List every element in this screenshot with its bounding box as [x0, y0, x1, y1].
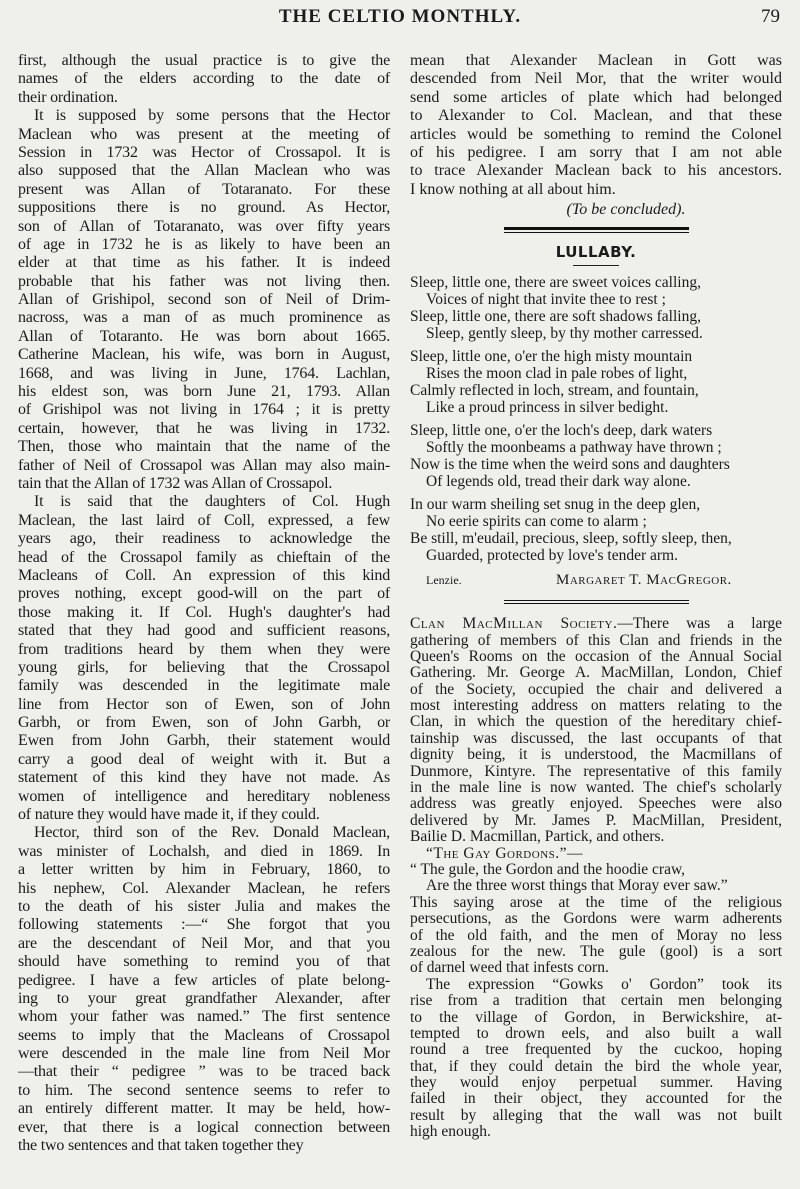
left-column [18, 52, 390, 1155]
text-line: Allan of Totaranto. He was born about 1665. [18, 327, 390, 345]
paragraph [18, 824, 390, 1155]
right-column [410, 52, 782, 1141]
text-line: of the old faith, and the men of Moray no less [410, 926, 782, 944]
text-line: to trace Alexander Maclean back to his ancestors. [410, 162, 782, 180]
text-line: his nephew, Col. Alexander Maclean, he refers [18, 879, 390, 897]
text-line: the two sentences and that taken together they [18, 1137, 304, 1155]
poem-line: Sleep, little one, o'er the high misty mountain [410, 348, 693, 366]
text-line: to Alexander to Col. Maclean, and that these [410, 107, 782, 125]
text-line: It is said that the daughters of Col. Hugh [34, 493, 390, 511]
text-line: high enough. [410, 1123, 491, 1141]
text-line: tainship was discussed, the last occupants of that [410, 729, 782, 747]
text-line: gathering of members of this Clan and friends in the [410, 631, 782, 649]
text-line: his eldest son, was born June 21, 1793. Allan [18, 383, 390, 401]
text-line: round a tree frequented by the cuckoo, hoping [410, 1041, 782, 1059]
text-line: Catherine Maclean, his wife, was born in August, [18, 346, 390, 364]
text-line: names of the elders according to the date of [18, 70, 390, 88]
gordons-body [410, 895, 782, 977]
text-line: from traditions heard by them when they were [18, 640, 390, 658]
poem-place: Lenzie. [426, 573, 462, 588]
magazine-title: THE CELTIO MONTHLY. [278, 6, 522, 27]
section-divider [504, 227, 689, 233]
text-line: rise from a tradition that certain men belonging [410, 992, 782, 1010]
text-line: of darnel weed that infests corn. [410, 959, 609, 977]
text-line: Clan, in which the question of the hereditary chief- [410, 713, 782, 731]
text-line: —that their “ pedigree ” was to be traced back [18, 1063, 390, 1081]
poem-stanza [410, 496, 782, 564]
text-line: Garbh, or from Ewen, son of John Garbh, or [18, 714, 390, 732]
paragraph [18, 107, 390, 493]
text-line: probable that his father was not living then. [18, 272, 390, 290]
text-line: to the village of Gordon, in Berwickshire, at- [410, 1008, 782, 1026]
text-line: young girls, for believing that the Crossapol [18, 658, 390, 676]
text-line: were descended in the male line from Neil Mor [18, 1045, 390, 1063]
paragraph [18, 52, 390, 107]
text-line: dignity being, it is understood, the Macmillans of [410, 746, 782, 764]
text-line: Queen's Rooms on the occasion of the Annual Social [410, 647, 782, 665]
text-line: was minister of Lochalsh, and died in 1869. In [18, 842, 390, 860]
text-line: following statements :—“ She forgot that you [18, 916, 390, 934]
text-line: of nature they would have made it, if they could. [18, 806, 320, 824]
text-line: address was greatly enjoyed. Speeches were also [410, 795, 782, 813]
text-line: The expression “Gowks o' Gordon” took its [426, 975, 782, 993]
text-line: should have something to remind you of that [18, 953, 390, 971]
text-line: of his pedigree. I am sorry that I am not able [410, 143, 782, 161]
text-line [410, 846, 782, 862]
title-rule [573, 265, 619, 266]
poem-line: Rises the moon clad in pale robes of light, [426, 365, 688, 383]
poem-line: Sleep, little one, there are sweet voices calling, [410, 274, 701, 292]
text-line: delivered by Mr. James P. MacMillan, President, [410, 811, 782, 829]
quote-line: Are the three worst things that Moray ever saw.” [426, 877, 728, 895]
text-line: statement of this kind they have not made. As [18, 769, 390, 787]
text-line: of Grishipol was not living in 1764 ; it is pretty [18, 401, 390, 419]
text-line: those making it. If Col. Hugh's daughter's had [18, 603, 390, 621]
gowks-body [410, 977, 782, 1141]
article-continuation [410, 52, 782, 199]
text-line: whom your father was named.” The first sentence [18, 1008, 390, 1026]
text-line: I know nothing at all about him. [410, 180, 616, 198]
poem-title: LULLABY. [555, 243, 637, 262]
text-line: carry a good deal of weight with it. But a [18, 750, 390, 768]
text-line: Macleans of Coll. An expression of this kind [18, 566, 390, 584]
text-line: articles would be something to remind the Colonel [410, 125, 782, 143]
text-span: —There was a large [617, 615, 782, 633]
text-line: Gathering. Mr. George A. MacMillan, London, Chief [410, 664, 782, 682]
text-line: line from Hector son of Ewen, son of John [18, 695, 390, 713]
text-line: stated that they had good and sufficient reasons, [18, 622, 390, 640]
poem-line: Now is the time when the weird sons and daughters [410, 456, 730, 474]
poem-line: Be still, m'eudail, precious, sleep, softly sleep, then, [410, 530, 732, 548]
poem-line: No eerie spirits can come to alarm ; [426, 513, 647, 531]
text-line: elder at that time as his father. It is indeed [18, 254, 390, 272]
text-line: first, although the usual practice is to give the [18, 52, 390, 69]
quote-line: “ The gule, the Gordon and the hoodie craw, [410, 860, 686, 878]
text-line: This saying arose at the time of the religious [410, 893, 782, 911]
text-line: Allan of Grishipol, second son of Neil of Drim- [18, 291, 390, 309]
text-line: Hector, third son of the Rev. Donald Maclean, [34, 824, 390, 842]
text-line: send some articles of plate which had belonged [410, 88, 782, 106]
text-line: son of Allan of Totaranato, was over fifty years [18, 217, 390, 235]
text-line: result by alleging that the wall was not built [410, 1106, 782, 1124]
text-line: tain that the Allan of 1732 was Allan of Crossapol. [18, 474, 333, 492]
clan-body [410, 633, 782, 846]
item-lead: Clan MacMillan Society. [410, 615, 618, 633]
poem-line: Softly the moonbeams a pathway have thrown ; [426, 439, 722, 457]
text-line: mean that Alexander Maclean in Gott was [410, 52, 782, 69]
text-line: It is supposed by some persons that the Hector [34, 107, 390, 125]
text-line: women of intelligence and hereditary nobleness [18, 787, 390, 805]
poem-line: Calmly reflected in loch, stream, and fountain, [410, 382, 699, 400]
poem-line: Guarded, protected by love's tender arm. [426, 547, 678, 565]
text-line: proves nothing, except good-will on the part of [18, 585, 390, 603]
text-line: a letter written by him in February, 1860, to [18, 861, 390, 879]
text-line: of age in 1732 he is as likely to have been an [18, 235, 390, 253]
text-line: to him. The second sentence seems to refer to [18, 1081, 390, 1099]
text-line: pedigree. I have a few articles of plate belong- [18, 971, 390, 989]
text-line: certain, however, that he was living in 1732. [18, 419, 390, 437]
text-line: also supposed that the Allan Maclean who was [18, 162, 390, 180]
text-line: Bailie D. Macmillan, Partick, and others. [410, 828, 665, 846]
text-line: Maclean, the last laird of Coll, expressed, a few [18, 511, 390, 529]
text-line: that, if they could detain the bird the whole year, [410, 1057, 782, 1075]
text-line: to the death of his sister Julia and makes the [18, 897, 390, 915]
page-number: 79 [761, 6, 780, 27]
text-line: they would enjoy perpetual summer. Having [410, 1074, 782, 1092]
poem-line: Sleep, little one, o'er the loch's deep, dark waters [410, 422, 713, 440]
text-line: family was descended in the legitimate male [18, 677, 390, 695]
text-line: present was Allan of Totaranato. For these [18, 180, 390, 198]
text-line [410, 616, 782, 632]
paragraph [18, 493, 390, 824]
text-line: their ordination. [18, 88, 118, 106]
text-line: 1668, and was living in June, 1764. Lachlan, [18, 364, 390, 382]
to-be-concluded: (To be concluded). [566, 201, 686, 219]
poem-author: Margaret T. MacGregor. [556, 572, 732, 589]
poem-stanza [410, 274, 782, 342]
text-line: Ewen from John Garbh, their statement would [18, 732, 390, 750]
section-divider [504, 600, 689, 604]
poem-stanza [410, 348, 782, 416]
text-line: father of Neil of Crossapol was Allan may also main- [18, 456, 390, 474]
poem-line: Of legends old, tread their dark way alone. [426, 473, 691, 491]
text-line: Session in 1732 was Hector of Crossapol. It is [18, 143, 390, 161]
text-line: of the Society, occupied the chair and delivered a [410, 680, 782, 698]
text-line: ever, that there is a logical connection between [18, 1118, 390, 1136]
poem-line: Sleep, gently sleep, by thy mother carressed. [426, 325, 703, 343]
text-line: suppositions there is no ground. As Hector, [18, 199, 390, 217]
poem-line: In our warm sheiling set snug in the deep glen, [410, 496, 701, 514]
text-line: Dunmore, Kintyre. The representative of this family [410, 762, 782, 780]
text-line: tempted to drown eels, and also built a wall [410, 1024, 782, 1042]
text-line: ing to your great grandfather Alexander, after [18, 989, 390, 1007]
text-line: failed in their object, they accounted for the [410, 1090, 782, 1108]
text-line: most interesting address on matters relating to the [410, 697, 782, 715]
text-line: are the descendant of Neil Mor, and that you [18, 934, 390, 952]
text-line: nacross, was a man of as much prominence as [18, 309, 390, 327]
poem-line: Sleep, little one, there are soft shadows falling, [410, 308, 701, 326]
text-line: in the male line is now wanted. The chief's scholarly [410, 779, 782, 797]
running-header [0, 4, 800, 28]
text-line: Then, those who maintain that the name of the [18, 438, 390, 456]
text-line: head of the Crossapol family as chieftain of the [18, 548, 390, 566]
text-line: Maclean who was present at the meeting of [18, 125, 390, 143]
text-line: zealous for the new. The gule (gool) is a sort [410, 942, 782, 960]
text-line: persecutions, as the Gordons were warm adherents [410, 910, 782, 928]
text-line: an entirely different matter. It may be held, how- [18, 1100, 390, 1118]
text-line: seems to imply that the Macleans of Crossapol [18, 1026, 390, 1044]
text-line: years ago, their readiness to acknowledge the [18, 530, 390, 548]
clan-macmillan-item [410, 616, 782, 1141]
poem-line: Voices of night that invite thee to rest ; [426, 291, 666, 309]
poem-signature [410, 570, 782, 590]
poem-line: Like a proud princess in silver bedight. [426, 399, 669, 417]
item-lead: “The Gay Gordons.”— [426, 844, 584, 862]
poem-stanza [410, 422, 782, 490]
poem [410, 274, 782, 564]
text-line: descended from Neil Mor, that the writer would [410, 70, 782, 88]
